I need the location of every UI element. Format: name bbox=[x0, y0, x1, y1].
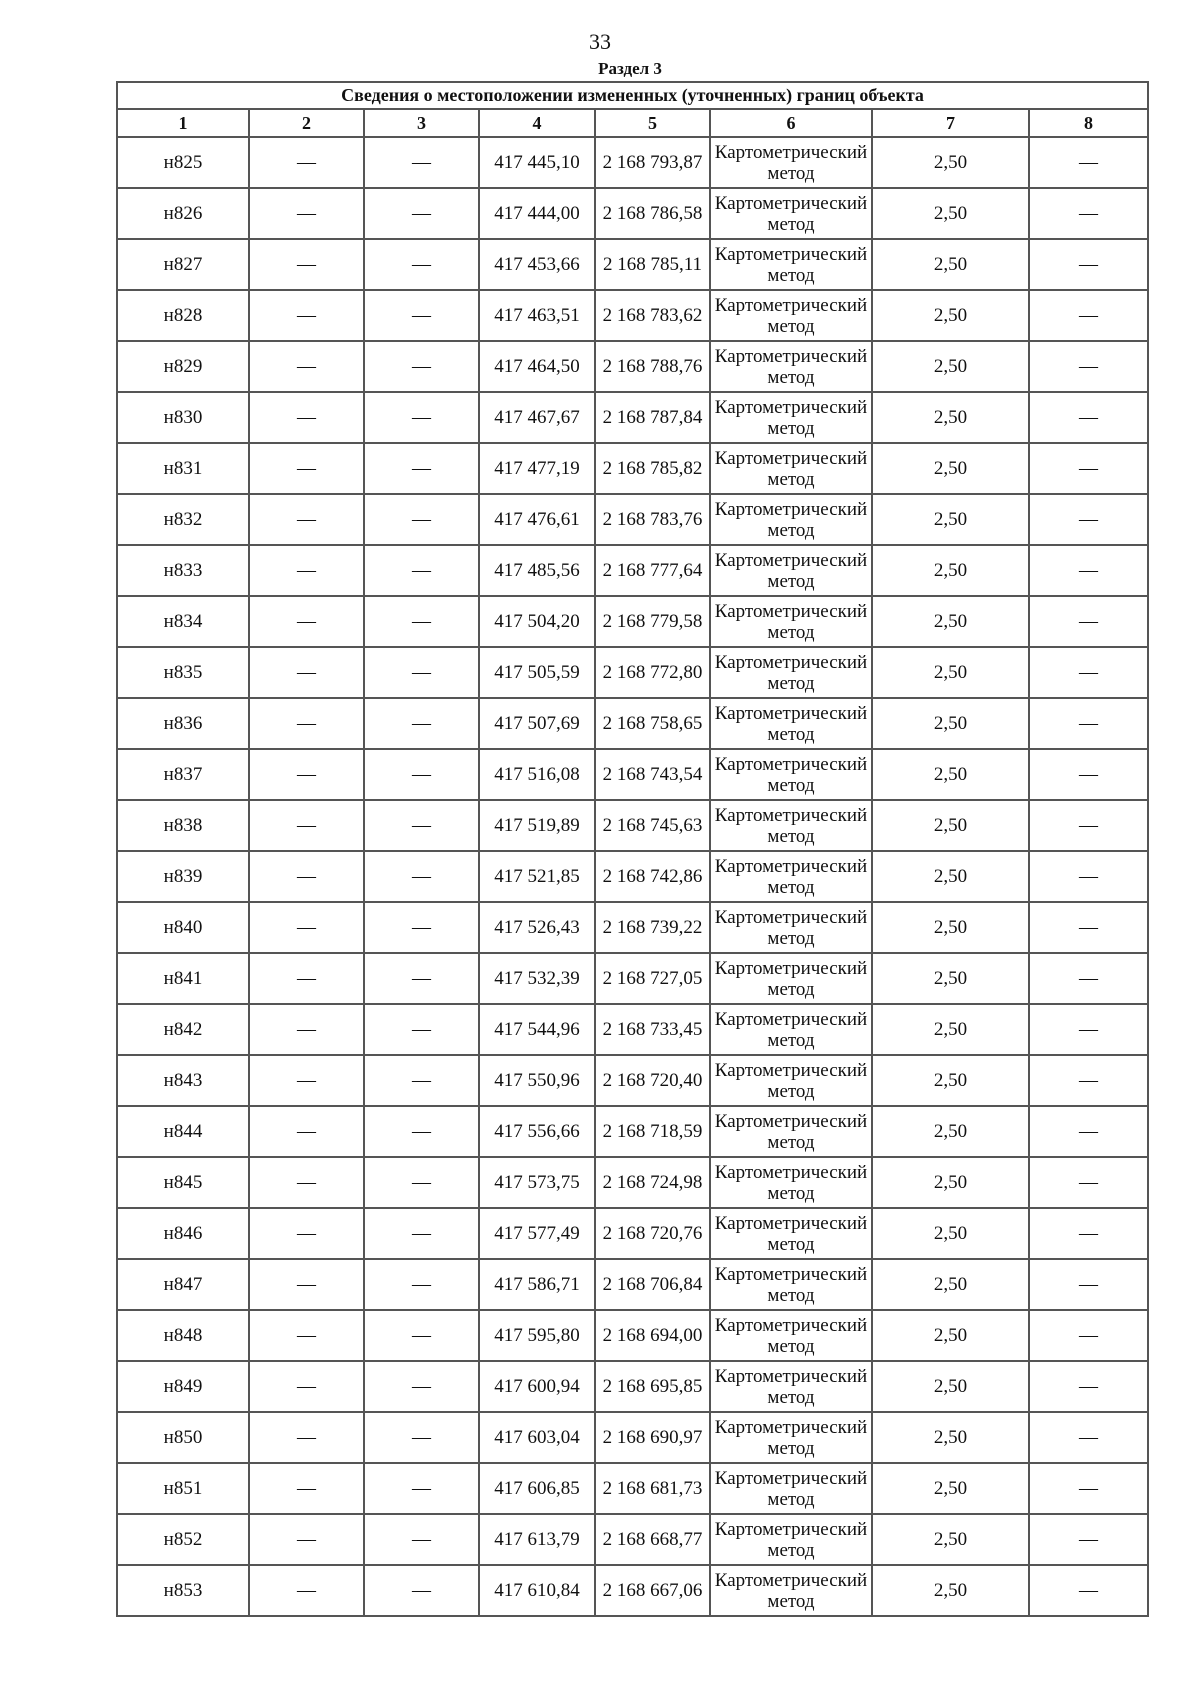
x-coordinate-cell: 417 586,71 bbox=[479, 1259, 595, 1310]
table-row bbox=[117, 596, 1148, 647]
point-number-cell: н833 bbox=[117, 545, 249, 596]
empty-value-cell: — bbox=[364, 1565, 479, 1616]
point-number-cell: н845 bbox=[117, 1157, 249, 1208]
point-number-cell: н836 bbox=[117, 698, 249, 749]
table-row bbox=[117, 749, 1148, 800]
point-number-cell: н850 bbox=[117, 1412, 249, 1463]
empty-value-cell: — bbox=[249, 188, 364, 239]
table-row bbox=[117, 1310, 1148, 1361]
x-coordinate-cell: 417 476,61 bbox=[479, 494, 595, 545]
empty-value-cell: — bbox=[249, 1157, 364, 1208]
y-coordinate-cell: 2 168 718,59 bbox=[595, 1106, 710, 1157]
accuracy-cell: 2,50 bbox=[872, 443, 1029, 494]
accuracy-cell: 2,50 bbox=[872, 188, 1029, 239]
method-cell: Картометрический метод bbox=[710, 698, 872, 749]
table-row bbox=[117, 1259, 1148, 1310]
table-row bbox=[117, 1361, 1148, 1412]
empty-value-cell: — bbox=[1029, 137, 1148, 188]
empty-value-cell: — bbox=[249, 851, 364, 902]
x-coordinate-cell: 417 603,04 bbox=[479, 1412, 595, 1463]
table-row bbox=[117, 1106, 1148, 1157]
empty-value-cell: — bbox=[364, 290, 479, 341]
empty-value-cell: — bbox=[364, 1412, 479, 1463]
empty-value-cell: — bbox=[364, 188, 479, 239]
x-coordinate-cell: 417 573,75 bbox=[479, 1157, 595, 1208]
empty-value-cell: — bbox=[1029, 1259, 1148, 1310]
y-coordinate-cell: 2 168 783,76 bbox=[595, 494, 710, 545]
empty-value-cell: — bbox=[1029, 188, 1148, 239]
empty-value-cell: — bbox=[1029, 1565, 1148, 1616]
method-cell: Картометрический метод bbox=[710, 1361, 872, 1412]
x-coordinate-cell: 417 606,85 bbox=[479, 1463, 595, 1514]
empty-value-cell: — bbox=[364, 698, 479, 749]
empty-value-cell: — bbox=[249, 1055, 364, 1106]
accuracy-cell: 2,50 bbox=[872, 647, 1029, 698]
empty-value-cell: — bbox=[1029, 749, 1148, 800]
column-number: 3 bbox=[364, 109, 479, 137]
empty-value-cell: — bbox=[364, 341, 479, 392]
method-cell: Картометрический метод bbox=[710, 1565, 872, 1616]
point-number-cell: н837 bbox=[117, 749, 249, 800]
x-coordinate-cell: 417 519,89 bbox=[479, 800, 595, 851]
x-coordinate-cell: 417 595,80 bbox=[479, 1310, 595, 1361]
coordinates-table bbox=[116, 81, 1149, 1617]
x-coordinate-cell: 417 556,66 bbox=[479, 1106, 595, 1157]
x-coordinate-cell: 417 600,94 bbox=[479, 1361, 595, 1412]
empty-value-cell: — bbox=[249, 1565, 364, 1616]
empty-value-cell: — bbox=[1029, 1310, 1148, 1361]
method-cell: Картометрический метод bbox=[710, 953, 872, 1004]
empty-value-cell: — bbox=[364, 494, 479, 545]
y-coordinate-cell: 2 168 695,85 bbox=[595, 1361, 710, 1412]
method-cell: Картометрический метод bbox=[710, 239, 872, 290]
method-cell: Картометрический метод bbox=[710, 749, 872, 800]
empty-value-cell: — bbox=[249, 1259, 364, 1310]
accuracy-cell: 2,50 bbox=[872, 1463, 1029, 1514]
table-row bbox=[117, 800, 1148, 851]
empty-value-cell: — bbox=[249, 596, 364, 647]
accuracy-cell: 2,50 bbox=[872, 698, 1029, 749]
empty-value-cell: — bbox=[1029, 494, 1148, 545]
table-row bbox=[117, 1565, 1148, 1616]
column-number: 1 bbox=[117, 109, 249, 137]
empty-value-cell: — bbox=[364, 239, 479, 290]
empty-value-cell: — bbox=[364, 1157, 479, 1208]
table-body bbox=[117, 137, 1148, 1616]
accuracy-cell: 2,50 bbox=[872, 1514, 1029, 1565]
accuracy-cell: 2,50 bbox=[872, 1412, 1029, 1463]
empty-value-cell: — bbox=[1029, 596, 1148, 647]
table-row bbox=[117, 1208, 1148, 1259]
column-number: 7 bbox=[872, 109, 1029, 137]
empty-value-cell: — bbox=[1029, 1412, 1148, 1463]
x-coordinate-cell: 417 577,49 bbox=[479, 1208, 595, 1259]
accuracy-cell: 2,50 bbox=[872, 1004, 1029, 1055]
point-number-cell: н847 bbox=[117, 1259, 249, 1310]
y-coordinate-cell: 2 168 720,76 bbox=[595, 1208, 710, 1259]
point-number-cell: н843 bbox=[117, 1055, 249, 1106]
empty-value-cell: — bbox=[1029, 1157, 1148, 1208]
y-coordinate-cell: 2 168 788,76 bbox=[595, 341, 710, 392]
point-number-cell: н834 bbox=[117, 596, 249, 647]
empty-value-cell: — bbox=[364, 1361, 479, 1412]
empty-value-cell: — bbox=[249, 1514, 364, 1565]
y-coordinate-cell: 2 168 783,62 bbox=[595, 290, 710, 341]
empty-value-cell: — bbox=[364, 851, 479, 902]
table-row bbox=[117, 392, 1148, 443]
point-number-cell: н838 bbox=[117, 800, 249, 851]
x-coordinate-cell: 417 445,10 bbox=[479, 137, 595, 188]
x-coordinate-cell: 417 526,43 bbox=[479, 902, 595, 953]
accuracy-cell: 2,50 bbox=[872, 239, 1029, 290]
accuracy-cell: 2,50 bbox=[872, 902, 1029, 953]
method-cell: Картометрический метод bbox=[710, 1412, 872, 1463]
table-row bbox=[117, 953, 1148, 1004]
accuracy-cell: 2,50 bbox=[872, 1361, 1029, 1412]
accuracy-cell: 2,50 bbox=[872, 596, 1029, 647]
accuracy-cell: 2,50 bbox=[872, 800, 1029, 851]
x-coordinate-cell: 417 504,20 bbox=[479, 596, 595, 647]
method-cell: Картометрический метод bbox=[710, 1514, 872, 1565]
page-number: 33 bbox=[589, 29, 611, 54]
x-coordinate-cell: 417 550,96 bbox=[479, 1055, 595, 1106]
empty-value-cell: — bbox=[249, 341, 364, 392]
empty-value-cell: — bbox=[1029, 902, 1148, 953]
y-coordinate-cell: 2 168 779,58 bbox=[595, 596, 710, 647]
x-coordinate-cell: 417 521,85 bbox=[479, 851, 595, 902]
empty-value-cell: — bbox=[1029, 239, 1148, 290]
table-row bbox=[117, 443, 1148, 494]
point-number-cell: н852 bbox=[117, 1514, 249, 1565]
x-coordinate-cell: 417 453,66 bbox=[479, 239, 595, 290]
method-cell: Картометрический метод bbox=[710, 290, 872, 341]
method-cell: Картометрический метод bbox=[710, 545, 872, 596]
accuracy-cell: 2,50 bbox=[872, 545, 1029, 596]
method-cell: Картометрический метод bbox=[710, 1157, 872, 1208]
point-number-cell: н846 bbox=[117, 1208, 249, 1259]
empty-value-cell: — bbox=[364, 1106, 479, 1157]
x-coordinate-cell: 417 507,69 bbox=[479, 698, 595, 749]
y-coordinate-cell: 2 168 668,77 bbox=[595, 1514, 710, 1565]
empty-value-cell: — bbox=[364, 1514, 479, 1565]
y-coordinate-cell: 2 168 706,84 bbox=[595, 1259, 710, 1310]
accuracy-cell: 2,50 bbox=[872, 137, 1029, 188]
empty-value-cell: — bbox=[364, 1208, 479, 1259]
empty-value-cell: — bbox=[1029, 392, 1148, 443]
empty-value-cell: — bbox=[1029, 647, 1148, 698]
column-number-row bbox=[117, 109, 1148, 137]
point-number-cell: н848 bbox=[117, 1310, 249, 1361]
empty-value-cell: — bbox=[364, 137, 479, 188]
empty-value-cell: — bbox=[364, 1004, 479, 1055]
y-coordinate-cell: 2 168 694,00 bbox=[595, 1310, 710, 1361]
method-cell: Картометрический метод bbox=[710, 800, 872, 851]
accuracy-cell: 2,50 bbox=[872, 1208, 1029, 1259]
empty-value-cell: — bbox=[1029, 1106, 1148, 1157]
empty-value-cell: — bbox=[249, 494, 364, 545]
y-coordinate-cell: 2 168 745,63 bbox=[595, 800, 710, 851]
empty-value-cell: — bbox=[249, 800, 364, 851]
empty-value-cell: — bbox=[364, 1310, 479, 1361]
table-row bbox=[117, 545, 1148, 596]
method-cell: Картометрический метод bbox=[710, 1208, 872, 1259]
empty-value-cell: — bbox=[364, 443, 479, 494]
empty-value-cell: — bbox=[249, 1463, 364, 1514]
point-number-cell: н829 bbox=[117, 341, 249, 392]
accuracy-cell: 2,50 bbox=[872, 1157, 1029, 1208]
method-cell: Картометрический метод bbox=[710, 188, 872, 239]
empty-value-cell: — bbox=[1029, 1208, 1148, 1259]
column-number: 2 bbox=[249, 109, 364, 137]
x-coordinate-cell: 417 485,56 bbox=[479, 545, 595, 596]
method-cell: Картометрический метод bbox=[710, 902, 872, 953]
table-row bbox=[117, 494, 1148, 545]
method-cell: Картометрический метод bbox=[710, 392, 872, 443]
y-coordinate-cell: 2 168 793,87 bbox=[595, 137, 710, 188]
empty-value-cell: — bbox=[1029, 341, 1148, 392]
empty-value-cell: — bbox=[249, 1412, 364, 1463]
empty-value-cell: — bbox=[364, 1463, 479, 1514]
point-number-cell: н841 bbox=[117, 953, 249, 1004]
empty-value-cell: — bbox=[364, 902, 479, 953]
method-cell: Картометрический метод bbox=[710, 341, 872, 392]
table-row bbox=[117, 851, 1148, 902]
empty-value-cell: — bbox=[1029, 545, 1148, 596]
empty-value-cell: — bbox=[364, 953, 479, 1004]
empty-value-cell: — bbox=[249, 1310, 364, 1361]
method-cell: Картометрический метод bbox=[710, 1055, 872, 1106]
empty-value-cell: — bbox=[1029, 443, 1148, 494]
accuracy-cell: 2,50 bbox=[872, 392, 1029, 443]
empty-value-cell: — bbox=[364, 545, 479, 596]
table-row bbox=[117, 188, 1148, 239]
y-coordinate-cell: 2 168 777,64 bbox=[595, 545, 710, 596]
method-cell: Картометрический метод bbox=[710, 137, 872, 188]
accuracy-cell: 2,50 bbox=[872, 290, 1029, 341]
column-number: 5 bbox=[595, 109, 710, 137]
column-number: 6 bbox=[710, 109, 872, 137]
empty-value-cell: — bbox=[364, 749, 479, 800]
point-number-cell: н839 bbox=[117, 851, 249, 902]
empty-value-cell: — bbox=[249, 1361, 364, 1412]
y-coordinate-cell: 2 168 758,65 bbox=[595, 698, 710, 749]
method-cell: Картометрический метод bbox=[710, 647, 872, 698]
method-cell: Картометрический метод bbox=[710, 851, 872, 902]
section-title: Раздел 3 bbox=[598, 59, 662, 78]
accuracy-cell: 2,50 bbox=[872, 953, 1029, 1004]
empty-value-cell: — bbox=[249, 443, 364, 494]
method-cell: Картометрический метод bbox=[710, 596, 872, 647]
table-row bbox=[117, 1463, 1148, 1514]
accuracy-cell: 2,50 bbox=[872, 1106, 1029, 1157]
point-number-cell: н844 bbox=[117, 1106, 249, 1157]
method-cell: Картометрический метод bbox=[710, 1259, 872, 1310]
table-row bbox=[117, 1514, 1148, 1565]
point-number-cell: н831 bbox=[117, 443, 249, 494]
point-number-cell: н827 bbox=[117, 239, 249, 290]
table-row bbox=[117, 1055, 1148, 1106]
empty-value-cell: — bbox=[1029, 953, 1148, 1004]
empty-value-cell: — bbox=[249, 290, 364, 341]
empty-value-cell: — bbox=[1029, 1055, 1148, 1106]
x-coordinate-cell: 417 467,67 bbox=[479, 392, 595, 443]
x-coordinate-cell: 417 477,19 bbox=[479, 443, 595, 494]
y-coordinate-cell: 2 168 772,80 bbox=[595, 647, 710, 698]
empty-value-cell: — bbox=[249, 137, 364, 188]
empty-value-cell: — bbox=[1029, 1514, 1148, 1565]
method-cell: Картометрический метод bbox=[710, 1004, 872, 1055]
point-number-cell: н828 bbox=[117, 290, 249, 341]
empty-value-cell: — bbox=[364, 800, 479, 851]
table-row bbox=[117, 698, 1148, 749]
accuracy-cell: 2,50 bbox=[872, 494, 1029, 545]
point-number-cell: н840 bbox=[117, 902, 249, 953]
method-cell: Картометрический метод bbox=[710, 1463, 872, 1514]
empty-value-cell: — bbox=[249, 953, 364, 1004]
table-caption: Сведения о местоположении измененных (уточненных) границ объекта bbox=[117, 82, 1148, 109]
point-number-cell: н825 bbox=[117, 137, 249, 188]
point-number-cell: н830 bbox=[117, 392, 249, 443]
table-row bbox=[117, 1004, 1148, 1055]
y-coordinate-cell: 2 168 727,05 bbox=[595, 953, 710, 1004]
empty-value-cell: — bbox=[249, 392, 364, 443]
method-cell: Картометрический метод bbox=[710, 443, 872, 494]
empty-value-cell: — bbox=[1029, 1361, 1148, 1412]
table-row bbox=[117, 341, 1148, 392]
column-number: 4 bbox=[479, 109, 595, 137]
empty-value-cell: — bbox=[1029, 1004, 1148, 1055]
y-coordinate-cell: 2 168 724,98 bbox=[595, 1157, 710, 1208]
accuracy-cell: 2,50 bbox=[872, 1310, 1029, 1361]
table-row bbox=[117, 239, 1148, 290]
x-coordinate-cell: 417 505,59 bbox=[479, 647, 595, 698]
table-row bbox=[117, 647, 1148, 698]
y-coordinate-cell: 2 168 667,06 bbox=[595, 1565, 710, 1616]
accuracy-cell: 2,50 bbox=[872, 341, 1029, 392]
x-coordinate-cell: 417 544,96 bbox=[479, 1004, 595, 1055]
empty-value-cell: — bbox=[249, 902, 364, 953]
point-number-cell: н826 bbox=[117, 188, 249, 239]
accuracy-cell: 2,50 bbox=[872, 851, 1029, 902]
point-number-cell: н851 bbox=[117, 1463, 249, 1514]
table-row bbox=[117, 137, 1148, 188]
y-coordinate-cell: 2 168 785,11 bbox=[595, 239, 710, 290]
column-number: 8 bbox=[1029, 109, 1148, 137]
y-coordinate-cell: 2 168 733,45 bbox=[595, 1004, 710, 1055]
empty-value-cell: — bbox=[1029, 851, 1148, 902]
y-coordinate-cell: 2 168 739,22 bbox=[595, 902, 710, 953]
empty-value-cell: — bbox=[249, 698, 364, 749]
table-row bbox=[117, 290, 1148, 341]
point-number-cell: н835 bbox=[117, 647, 249, 698]
table-row bbox=[117, 1412, 1148, 1463]
point-number-cell: н832 bbox=[117, 494, 249, 545]
empty-value-cell: — bbox=[364, 596, 479, 647]
method-cell: Картометрический метод bbox=[710, 1106, 872, 1157]
accuracy-cell: 2,50 bbox=[872, 1259, 1029, 1310]
y-coordinate-cell: 2 168 720,40 bbox=[595, 1055, 710, 1106]
empty-value-cell: — bbox=[1029, 800, 1148, 851]
accuracy-cell: 2,50 bbox=[872, 1565, 1029, 1616]
x-coordinate-cell: 417 464,50 bbox=[479, 341, 595, 392]
x-coordinate-cell: 417 516,08 bbox=[479, 749, 595, 800]
table-row bbox=[117, 902, 1148, 953]
y-coordinate-cell: 2 168 681,73 bbox=[595, 1463, 710, 1514]
point-number-cell: н853 bbox=[117, 1565, 249, 1616]
empty-value-cell: — bbox=[1029, 1463, 1148, 1514]
empty-value-cell: — bbox=[249, 749, 364, 800]
y-coordinate-cell: 2 168 786,58 bbox=[595, 188, 710, 239]
empty-value-cell: — bbox=[364, 647, 479, 698]
x-coordinate-cell: 417 613,79 bbox=[479, 1514, 595, 1565]
empty-value-cell: — bbox=[249, 1208, 364, 1259]
x-coordinate-cell: 417 532,39 bbox=[479, 953, 595, 1004]
point-number-cell: н842 bbox=[117, 1004, 249, 1055]
y-coordinate-cell: 2 168 785,82 bbox=[595, 443, 710, 494]
y-coordinate-cell: 2 168 743,54 bbox=[595, 749, 710, 800]
x-coordinate-cell: 417 610,84 bbox=[479, 1565, 595, 1616]
empty-value-cell: — bbox=[364, 392, 479, 443]
y-coordinate-cell: 2 168 690,97 bbox=[595, 1412, 710, 1463]
accuracy-cell: 2,50 bbox=[872, 749, 1029, 800]
empty-value-cell: — bbox=[364, 1259, 479, 1310]
point-number-cell: н849 bbox=[117, 1361, 249, 1412]
empty-value-cell: — bbox=[364, 1055, 479, 1106]
x-coordinate-cell: 417 444,00 bbox=[479, 188, 595, 239]
y-coordinate-cell: 2 168 787,84 bbox=[595, 392, 710, 443]
empty-value-cell: — bbox=[1029, 290, 1148, 341]
empty-value-cell: — bbox=[1029, 698, 1148, 749]
empty-value-cell: — bbox=[249, 545, 364, 596]
y-coordinate-cell: 2 168 742,86 bbox=[595, 851, 710, 902]
accuracy-cell: 2,50 bbox=[872, 1055, 1029, 1106]
table-row bbox=[117, 1157, 1148, 1208]
empty-value-cell: — bbox=[249, 647, 364, 698]
empty-value-cell: — bbox=[249, 1106, 364, 1157]
x-coordinate-cell: 417 463,51 bbox=[479, 290, 595, 341]
method-cell: Картометрический метод bbox=[710, 1310, 872, 1361]
empty-value-cell: — bbox=[249, 239, 364, 290]
method-cell: Картометрический метод bbox=[710, 494, 872, 545]
empty-value-cell: — bbox=[249, 1004, 364, 1055]
